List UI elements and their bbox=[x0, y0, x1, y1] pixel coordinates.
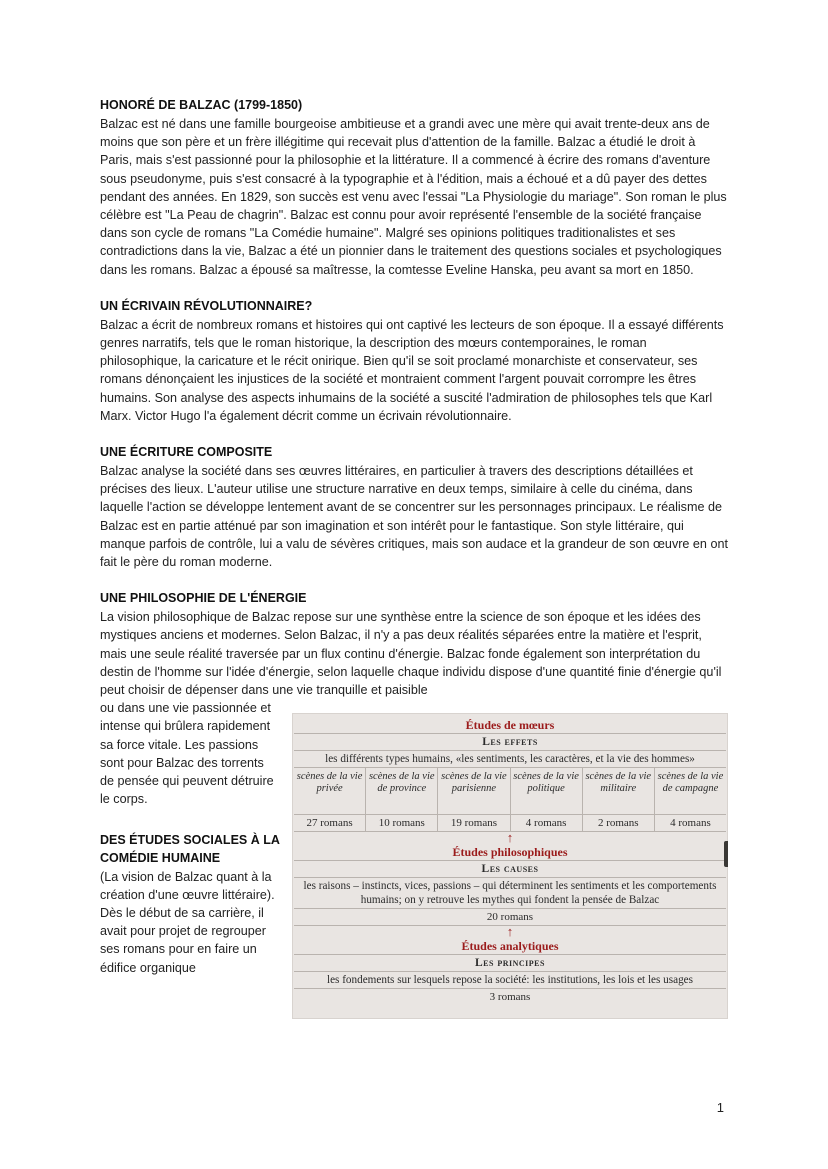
scene-count: 27 romans bbox=[294, 815, 366, 831]
section-heading: UNE ÉCRITURE COMPOSITE bbox=[100, 445, 273, 460]
document-page bbox=[100, 96, 730, 1004]
philo-sub: Les causes bbox=[294, 861, 726, 878]
scene-cell: scènes de la vie de province bbox=[366, 768, 438, 814]
section-body: Balzac est né dans une famille bourgeoise ambitieuse et a grandi avec une mère qui avait trente-deux ans de moins que son père et un frère illégitime qui recevait plus d'attention de la famille. Balzac a étudié le droit à Paris, mais s'est passionné pour la philosophie et la littérature. Il a commencé à écrire des romans d'aventure sous pseudonyme, puis s'est consacré à la typographie et à l'édition, mais a échoué et a dû payer des dettes pendant des années. En 1829, son succès est venu avec l'essai "La Physiologie du mariage". Son roman le plus célèbre est "La Peau de chagrin". Balzac est connu pour avoir représenté l'ensemble de la société française dans son cycle de romans "La Comédie humaine". Malgré ses opinions politiques traditionalistes et ses contradictions dans la vie, Balzac a été un pionnier dans le traitement des questions sociales et psychologiques dans les romans. Balzac a épousé sa maîtresse, la comtesse Eveline Hanska, peu avant sa mort en 1850. bbox=[100, 117, 727, 277]
section-revolutionary bbox=[100, 297, 730, 425]
scene-count: 10 romans bbox=[366, 815, 438, 831]
moeurs-sub: Les effets bbox=[294, 734, 726, 751]
philo-title: Études philosophiques bbox=[294, 844, 726, 861]
scene-count: 4 romans bbox=[511, 815, 583, 831]
page-number: 1 bbox=[716, 1100, 724, 1115]
split-layout bbox=[100, 699, 730, 1004]
scene-cell: scènes de la vie militaire bbox=[583, 768, 655, 814]
photo-edge bbox=[724, 841, 728, 867]
section-biography bbox=[100, 96, 730, 279]
continuation-text: ou dans une vie passionnée et intense qui brûlera rapidement sa force vitale. Les passions sont pour Balzac des torrents de pensée qui peuvent détruire le corps. bbox=[100, 701, 274, 807]
left-column bbox=[100, 699, 278, 976]
philo-desc: les raisons – instincts, vices, passions – qui déterminent les sentiments et les comportements humains; on y retrouve les mythes qui fondent la pensée de Balzac bbox=[294, 878, 726, 909]
analytiques-count: 3 romans bbox=[489, 991, 531, 1004]
section-body: Balzac analyse la société dans ses œuvres littéraires, en particulier à travers des descriptions détaillées et précises des lieux. L'auteur utilise une structure narrative en deux temps, similaire à celle du cinéma, dans laquelle l'action se développe lentement avant de se concentrer sur les personnages principaux. Le réalisme de Balzac est en partie atténué par son imagination et son intérêt pour le fantastique. Son style littéraire, qui manque parfois de contrôle, lui a valu de sévères critiques, mais son audace et la grandeur de son œuvre en ont fait le père du roman moderne. bbox=[100, 464, 728, 570]
philo-count: 20 romans bbox=[294, 909, 726, 926]
scene-cell: scènes de la vie de campagne bbox=[657, 771, 724, 795]
section-composite bbox=[100, 443, 730, 571]
section-body: La vision philosophique de Balzac repose sur une synthèse entre la science de son époque et les idées des mystiques anciens et modernes. Selon Balzac, il n'y a pas deux réalités séparées entre la matière et l'esprit, mais une seule réalité traversée par un flux continu d'énergie. Balzac fonde également son interprétation du destin de l'homme sur l'idée d'énergie, selon laquelle chaque individu dispose d'une quantité finie d'énergie qu'il peut choisir de dépenser dans une vie tranquille et paisible bbox=[100, 610, 722, 698]
moeurs-desc: les différents types humains, «les sentiments, les caractères, et la vie des hommes» bbox=[294, 751, 726, 768]
scene-count: 2 romans bbox=[583, 815, 655, 831]
scene-count: 4 romans bbox=[670, 817, 711, 830]
section-energy bbox=[100, 589, 730, 699]
section-heading: UN ÉCRIVAIN RÉVOLUTIONNAIRE? bbox=[100, 298, 313, 313]
scene-cell: scènes de la vie parisienne bbox=[438, 768, 510, 814]
analytiques-desc: les fondements sur lesquels repose la société: les institutions, les lois et les usages bbox=[294, 972, 726, 989]
section-body: Balzac a écrit de nombreux romans et histoires qui ont captivé les lecteurs de son époque. Il a essayé différents genres narratifs, tels que le roman historique, la description des mœurs contemporaines, le roman philosophique, la caricature et le récit onirique. Bien qu'il se soit proclamé monarchiste et conservateur, ses romans dénonçaient les injustices de la société et montraient comment l'argent pouvait corrompre les êtres humains. Son analyse des aspects inhumains de la société a suscité l'admiration de philosophes tels que Karl Marx. Victor Hugo l'a également décrit comme un écrivain révolutionnaire. bbox=[100, 317, 724, 423]
comedie-humaine-diagram bbox=[292, 713, 728, 1019]
up-arrow-icon: ↑ bbox=[506, 830, 514, 846]
scene-cell: scènes de la vie politique bbox=[511, 768, 583, 814]
up-arrow-icon: ↑ bbox=[506, 924, 514, 940]
section-heading: HONORÉ DE BALZAC (1799-1850) bbox=[100, 98, 303, 112]
section-body: (La vision de Balzac quant à la création d'une œuvre littéraire). Dès le début de sa carrière, il avait pour projet de regrouper ses romans pour en faire un édifice organique bbox=[100, 869, 275, 975]
moeurs-title: Études de mœurs bbox=[294, 717, 726, 734]
section-heading: UNE PHILOSOPHIE DE L'ÉNERGIE bbox=[100, 591, 307, 606]
analytiques-sub: Les principes bbox=[294, 955, 726, 972]
scene-cell: scènes de la vie privée bbox=[294, 768, 366, 814]
analytiques-title: Études analytiques bbox=[294, 938, 726, 955]
scene-count: 19 romans bbox=[438, 815, 510, 831]
section-heading: DES ÉTUDES SOCIALES À LA COMÉDIE HUMAINE bbox=[100, 832, 280, 865]
scene-cells bbox=[294, 768, 726, 815]
